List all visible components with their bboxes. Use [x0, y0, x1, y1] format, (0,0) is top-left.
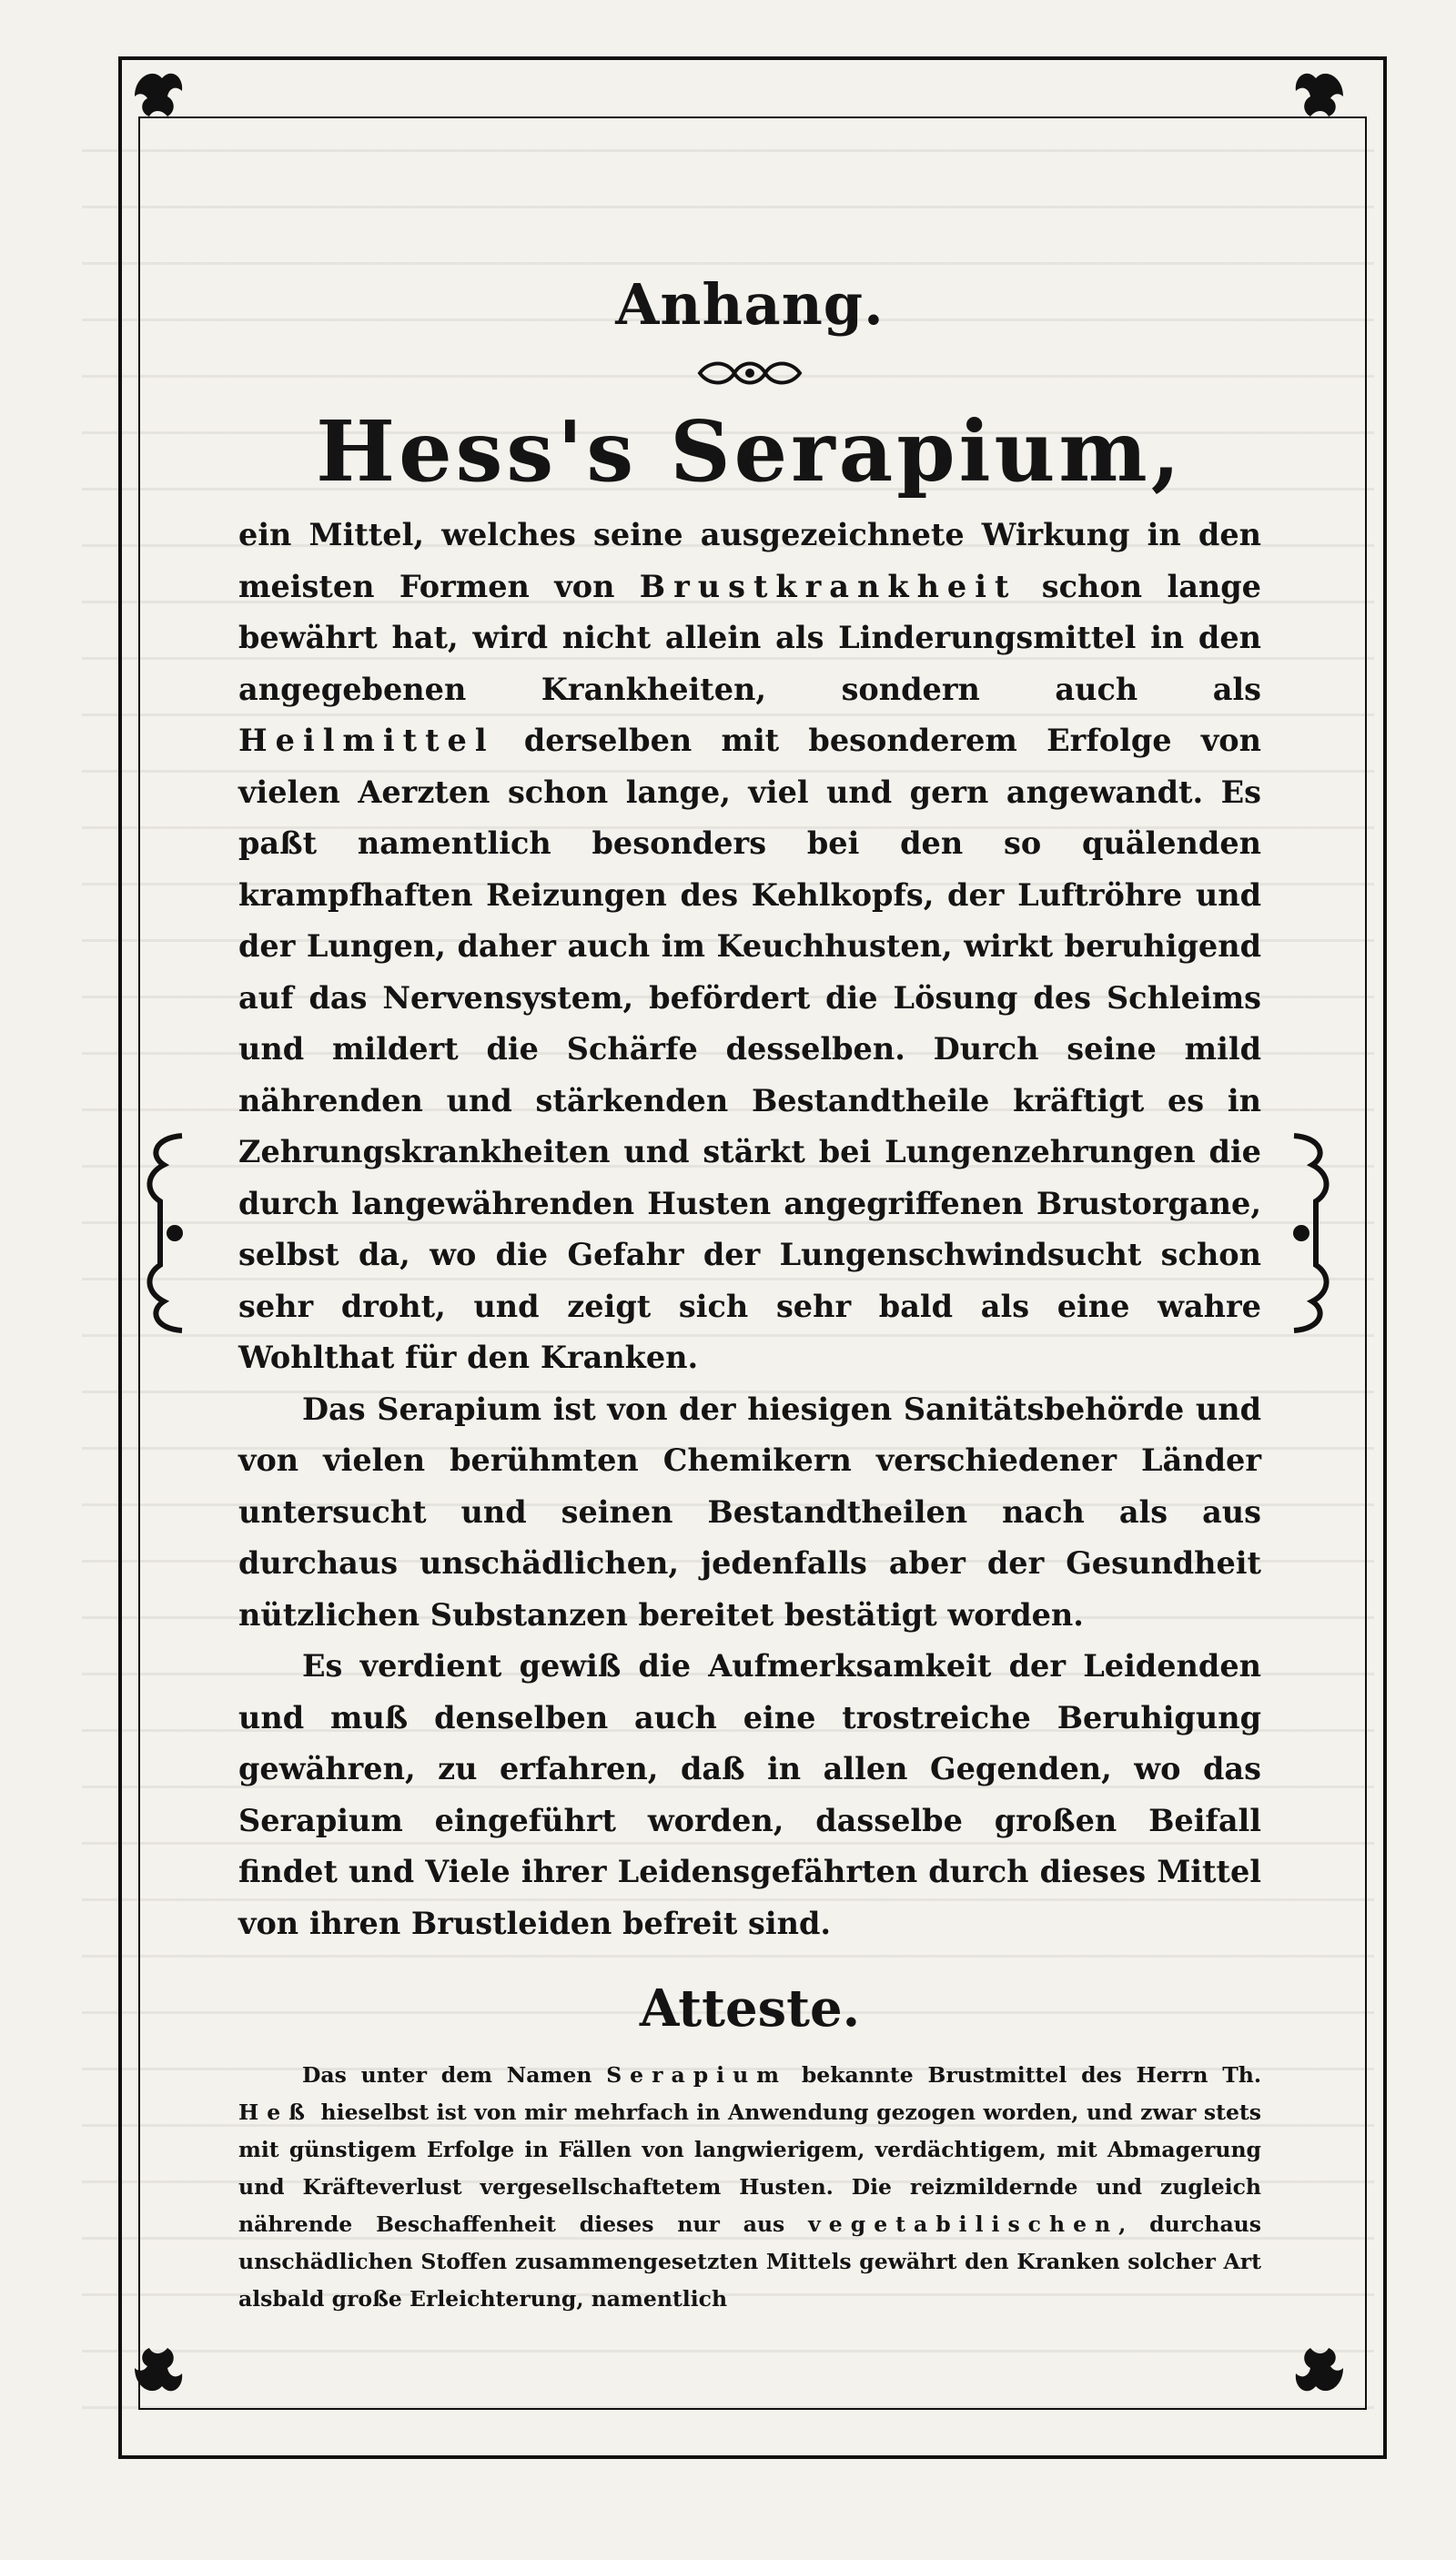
- paragraph-rest: derselben mit besonderem Erfolge von vielen Aerzten schon lange, viel und gern angewandt. Es paßt namentlich besonders bei den so quälenden krampfhaften Reizungen des Kehlkopfs, der Luftröhre und der Lungen, daher auch im Keuchhusten, wirkt beruhigend auf das Nervensystem, befördert die Lösung des Schleims und mildert die Schärfe desselben. Durch seine mild nährenden und stärkenden Bestandtheile kräftigt es in Zehrungskrankheiten und stärkt bei Lungenzehrungen die durch langewährenden Husten angegriffenen Brustorgane, selbst da, wo die Gefahr der Lungenschwindsucht schon sehr droht, und zeigt sich sehr bald als eine wahre Wohlthat für den Kranken.: [238, 723, 1261, 1375]
- recommendation-paragraph: Es verdient gewiß die Aufmerksamkeit der Leidenden und muß denselben auch eine trostreiche Beruhigung gewähren, zu erfahren, daß in allen Gegenden, wo das Serapium eingeführt worden, dasselbe großen Beifall findet und Viele ihrer Leidensgefährten durch dieses Mittel von ihren Brustleiden befreit sind.: [238, 1648, 1261, 1941]
- fleuron-top-left-icon: [126, 60, 191, 126]
- term-heilmittel: Heilmittel: [238, 723, 495, 758]
- attest-intro: Das unter dem Namen: [302, 2062, 607, 2088]
- paragraph-intro: ein Mittel, welches seine ausgezeichnete Wirkung in den meisten Formen von: [238, 517, 1261, 604]
- attest-middle-2: hieselbst ist von mir mehrfach in Anwendung gezogen worden, und zwar stets mit günstigem Erfolge in Fällen von langwierigem, verdächtigem, mit Abmagerung und Kräfteverlust vergesellschaftetem Husten. Die reizmildernde und zugleich nährende Beschaffenheit dieses nur aus: [238, 2100, 1261, 2237]
- divider-flourish-icon: [238, 355, 1261, 395]
- term-vegetabilischen: vegetabilischen: [808, 2211, 1119, 2237]
- left-bracket-ornament-icon: [136, 1128, 195, 1338]
- attest-middle-1: bekannte Brustmittel des Herrn Th.: [787, 2062, 1262, 2088]
- paragraph-middle: schon lange bewährt hat, wird nicht allein als Linderungsmittel in den angegebenen Krankheiten, sondern auch als: [238, 568, 1261, 707]
- document-body: [238, 273, 1261, 2318]
- product-title: Hess's Serapium,: [316, 402, 1184, 501]
- attest-paragraph: [238, 2057, 1261, 2318]
- term-brustkrankheit: Brustkrankheit: [639, 568, 1017, 604]
- term-hess: Heß: [238, 2100, 314, 2125]
- fleuron-top-right-icon: [1287, 60, 1352, 126]
- attest-rest: , durchaus unschädlichen Stoffen zusammengesetzten Mittels gewährt den Kranken solcher Art alsbald große Erleichterung, namentlich: [238, 2211, 1261, 2312]
- section-heading: Anhang.: [615, 271, 885, 338]
- fleuron-bottom-left-icon: [126, 2339, 191, 2404]
- term-serapium: Serapium: [606, 2062, 788, 2088]
- fleuron-bottom-right-icon: [1287, 2339, 1352, 2404]
- right-bracket-ornament-icon: [1281, 1128, 1340, 1338]
- description-paragraph: [238, 510, 1261, 1384]
- approval-paragraph: Das Serapium ist von der hiesigen Sanitätsbehörde und von vielen berühmten Chemikern verschiedener Länder untersucht und seinen Bestandtheilen nach als aus durchaus unschädlichen, jedenfalls aber der Gesundheit nützlichen Substanzen bereitet bestätigt worden.: [238, 1391, 1261, 1633]
- atteste-heading: Atteste.: [639, 1978, 861, 2039]
